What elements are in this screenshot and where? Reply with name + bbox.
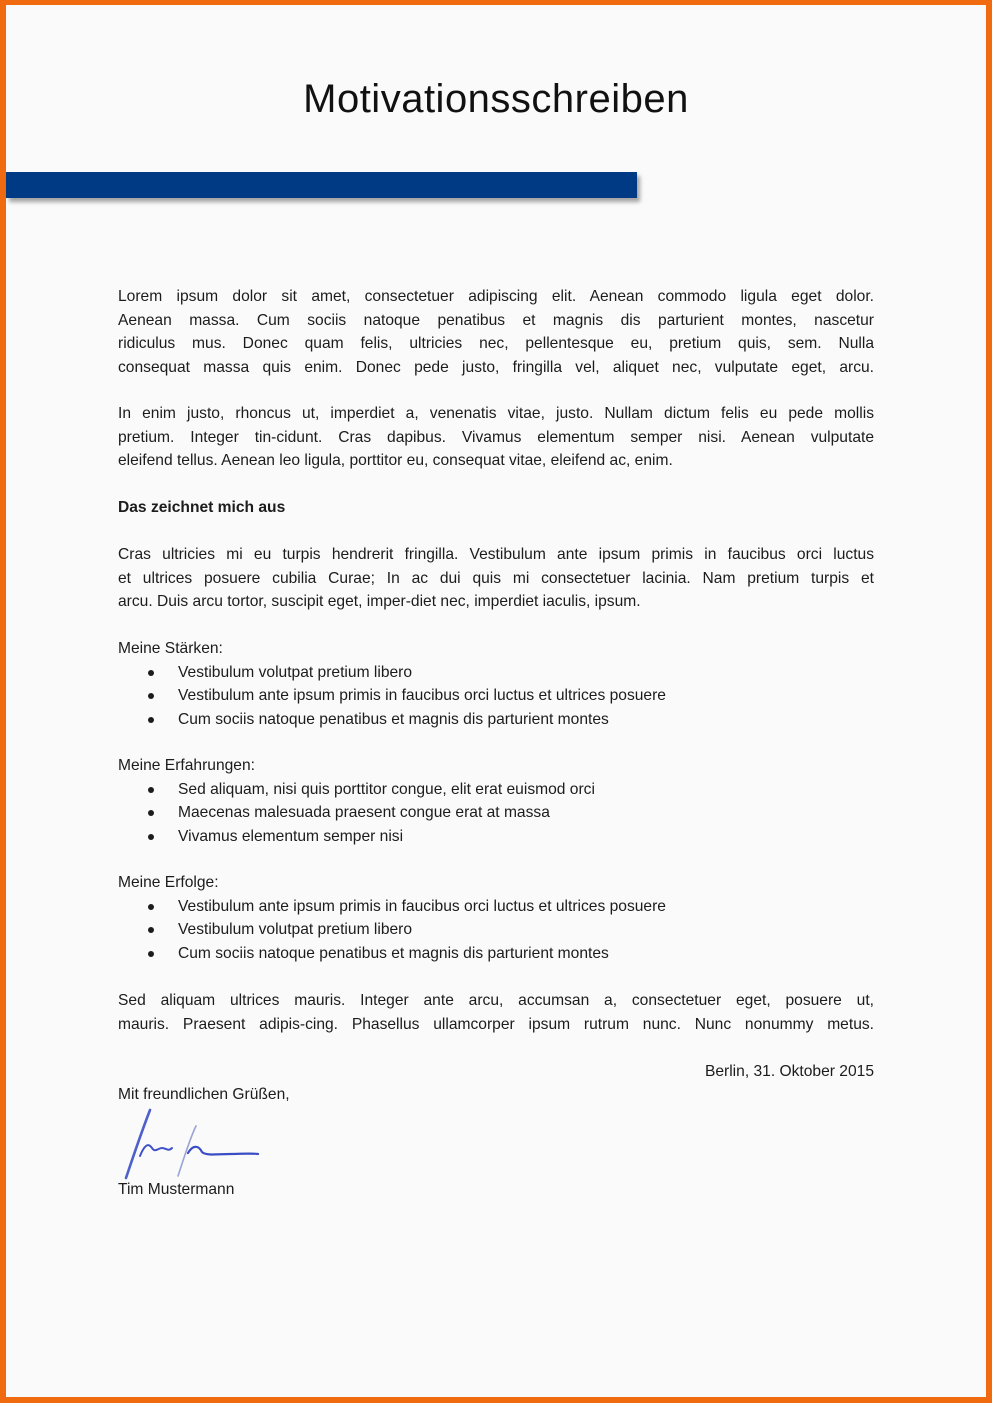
bullet-icon [148,787,154,793]
paragraph-closing [118,989,874,1036]
text-line: In enim justo, rhoncus ut, imperdiet a, venenatis vitae, justo. Nullam dictum felis eu pede mollis [118,405,874,422]
text-line: Lorem ipsum dolor sit amet, consectetuer adipiscing elit. Aenean commodo ligula eget dolor. [118,288,874,305]
list-item-text: Vestibulum volutpat pretium libero [178,663,413,681]
text-line: pretium. Integer tin-cidunt. Cras dapibus. Vivamus elementum semper nisi. Aenean vulputate [118,428,874,446]
bullet-icon [148,717,154,723]
list-item-text: Cum sociis natoque penatibus et magnis dis parturient montes [178,944,609,962]
bullet-icon [148,904,154,910]
text-line: eleifend tellus. Aenean leo ligula, porttitor eu, consequat vitae, eleifend ac, enim. [118,452,673,469]
text-line: Aenean massa. Cum sociis natoque penatibus et magnis dis parturient montes, nascetur [118,311,874,329]
list-item-text: Sed aliquam, nisi quis porttitor congue, elit erat euismod orci [178,780,595,798]
list-item [118,895,874,919]
list-item [118,661,874,685]
list-label: Meine Erfolge: [118,874,219,891]
list-item-text: Cum sociis natoque penatibus et magnis dis parturient montes [178,710,609,728]
list-item-text: Vestibulum ante ipsum primis in faucibus orci luctus et ultrices posuere [178,687,666,704]
list-item [118,684,874,708]
bullet-icon [148,810,154,816]
list-item [118,825,874,849]
bullet-icon [148,670,154,676]
section-heading: Das zeichnet mich aus [118,499,286,516]
list-item [118,708,874,732]
paragraph-intro [118,285,874,379]
list-item [118,942,874,966]
text-line: Cras ultricies mi eu turpis hendrerit fringilla. Vestibulum ante ipsum primis in faucibus orci luctus [118,546,874,563]
list-experience [118,754,874,848]
text-line: mauris. Praesent adipis-cing. Phasellus ullamcorper ipsum rutrum nunc. Nunc nonummy metus. [118,1015,874,1033]
document-page [6,5,986,1397]
list-achievements [118,871,874,965]
place-date: Berlin, 31. Oktober 2015 [704,1063,874,1080]
list-item [118,918,874,942]
paragraph-qualities [118,543,874,614]
list-item [118,801,874,825]
closing-salutation: Mit freundlichen Grüßen, [118,1086,290,1103]
bullet-icon [148,834,154,840]
list-item-text: Vestibulum volutpat pretium libero [178,921,413,938]
signer-name: Tim Mustermann [118,1181,235,1198]
list-label: Meine Stärken: [118,640,223,657]
accent-bar [6,172,637,198]
text-line: Sed aliquam ultrices mauris. Integer ante arcu, accumsan a, consectetuer eget, posuere ut, [118,992,874,1009]
list-item-text: Vestibulum ante ipsum primis in faucibus orci luctus et ultrices posuere [178,897,666,915]
text-line: arcu. Duis arcu tortor, suscipit eget, imper-diet nec, imperdiet iaculis, ipsum. [118,593,641,610]
list-item-text: Vivamus elementum semper nisi [178,827,404,845]
list-item-text: Maecenas malesuada praesent congue erat at massa [178,804,550,821]
document-title: Motivationsschreiben [303,77,689,121]
bullet-icon [148,951,154,957]
bullet-icon [148,693,154,699]
paragraph-second [118,402,874,473]
list-label: Meine Erfahrungen: [118,757,255,774]
signature-icon [118,1098,268,1183]
bullet-icon [148,927,154,933]
list-item [118,778,874,802]
list-strengths [118,637,874,731]
text-line: consequat massa quis enim. Donec pede justo, fringilla vel, aliquet nec, vulputate eget, arcu. [118,358,874,376]
text-line: et ultrices posuere cubilia Curae; In ac dui quis mi consectetuer lacinia. Nam pretium turpis et [118,569,874,587]
text-line: ridiculus mus. Donec quam felis, ultricies nec, pellentesque eu, pretium quis, sem. Nulla [118,335,874,352]
